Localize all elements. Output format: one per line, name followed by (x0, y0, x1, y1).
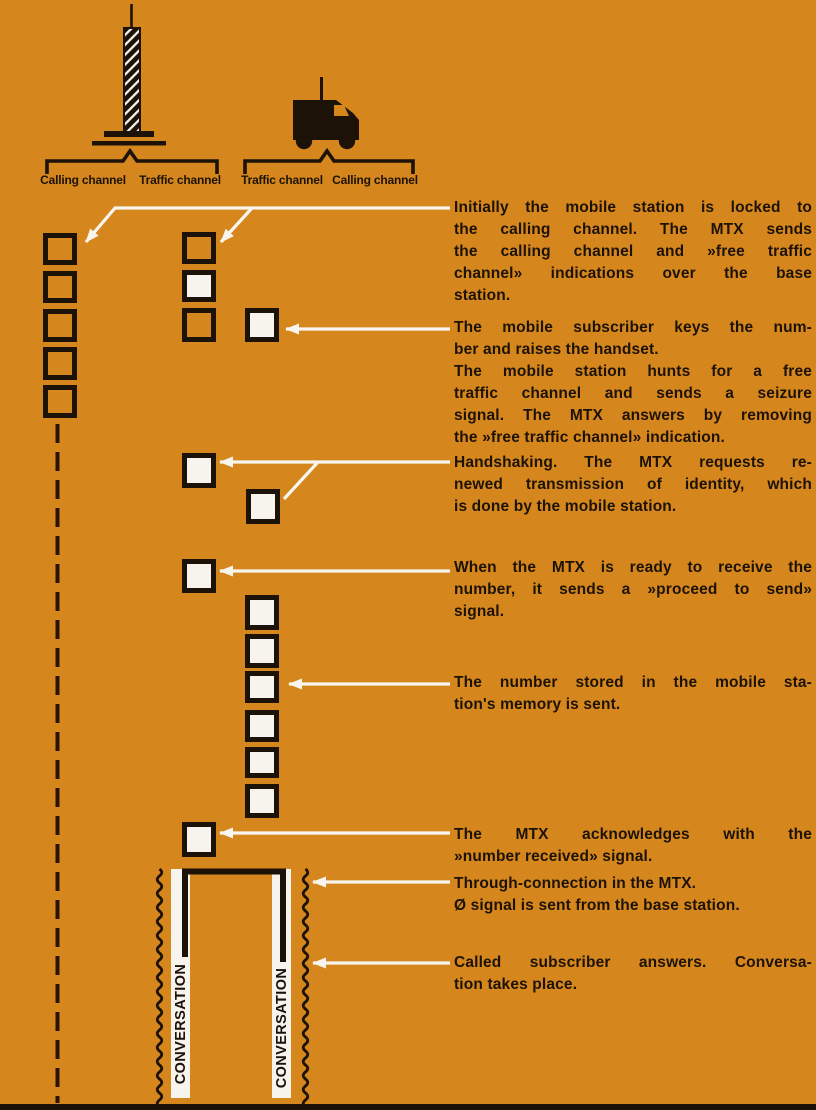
label-traffic-channel-base: Traffic channel (139, 173, 221, 187)
conversation-label-1: CONVERSATION (172, 963, 189, 1085)
mobile-station-bracket (245, 151, 413, 174)
annotation-line: Called subscriber answers. Conversa- (454, 954, 812, 971)
annotation-block-4 (454, 557, 812, 623)
annotation-line: channel» indications over the base (454, 264, 812, 282)
radio-wave-line-2 (303, 869, 308, 1107)
annotation-line: When the MTX is ready to receive the (454, 559, 812, 576)
initial-lock-line (86, 208, 450, 242)
signal-square-17 (245, 747, 279, 778)
annotation-line: The mobile station hunts for a free (454, 362, 812, 380)
signal-square-1 (43, 233, 77, 265)
signal-square-2 (43, 271, 77, 303)
annotation-line: newed transmission of identity, which (454, 475, 812, 493)
radio-wave-line-1 (157, 869, 162, 1107)
annotation-line: signal. The MTX answers by removing (454, 406, 812, 424)
signal-square-15 (245, 671, 279, 703)
annotation-block-2 (454, 317, 812, 448)
signal-square-13 (245, 595, 279, 630)
annotation-line: Through-connection in the MTX. (454, 875, 697, 892)
annotation-line: The number stored in the mobile sta- (454, 674, 812, 691)
initial-lock-branch (221, 208, 252, 242)
signal-square-9 (245, 308, 279, 342)
conversation-label-2: CONVERSATION (273, 967, 290, 1089)
annotation-line: number, it sends a »proceed to send» (454, 580, 812, 598)
annotation-block-5 (454, 672, 812, 716)
truck-icon (293, 77, 359, 149)
annotation-line: »number received» signal. (454, 847, 653, 865)
annotation-line: is done by the mobile station. (454, 497, 677, 515)
annotation-line: the calling channel. The MTX sends (454, 220, 812, 238)
annotation-line: signal. (454, 602, 505, 620)
annotation-line: ber and raises the handset. (454, 340, 659, 358)
signal-square-14 (245, 634, 279, 668)
annotation-line: Initially the mobile station is locked to (454, 199, 812, 216)
label-calling-channel-mobile: Calling channel (332, 173, 418, 187)
annotation-block-1 (454, 197, 812, 307)
annotation-line: The MTX acknowledges with the (454, 826, 812, 843)
signal-square-11 (246, 489, 280, 524)
signal-square-4 (43, 347, 77, 380)
through-connection-line (182, 869, 286, 962)
signal-square-16 (245, 710, 279, 742)
annotation-line: the »free traffic channel» indication. (454, 428, 725, 446)
page-bottom-edge (0, 1104, 816, 1110)
signal-square-6 (182, 232, 216, 264)
annotation-block-3 (454, 452, 812, 518)
radio-tower-icon (92, 4, 166, 146)
signal-square-10 (182, 453, 216, 488)
annotation-line: Handshaking. The MTX requests re- (454, 454, 812, 471)
signal-square-3 (43, 309, 77, 342)
annotation-block-8 (454, 952, 812, 996)
label-traffic-channel-mobile: Traffic channel (241, 173, 323, 187)
annotation-line: station. (454, 286, 511, 304)
signal-square-7 (182, 270, 216, 302)
annotation-line: the calling channel and »free traffic (454, 242, 812, 260)
signal-square-8 (182, 308, 216, 342)
signal-square-12 (182, 559, 216, 593)
handshake-branch (284, 462, 318, 499)
base-station-bracket (47, 151, 217, 174)
annotation-line: tion takes place. (454, 975, 578, 993)
signal-square-5 (43, 385, 77, 418)
label-calling-channel-base: Calling channel (40, 173, 126, 187)
annotation-line: Ø signal is sent from the base station. (454, 896, 740, 914)
signal-square-18 (245, 784, 279, 818)
annotation-block-6 (454, 824, 812, 868)
annotation-line: traffic channel and sends a seizure (454, 384, 812, 402)
annotation-block-7 (454, 873, 812, 917)
annotation-line: tion's memory is sent. (454, 695, 621, 713)
signal-square-19 (182, 822, 216, 857)
annotation-line: The mobile subscriber keys the num- (454, 319, 812, 336)
